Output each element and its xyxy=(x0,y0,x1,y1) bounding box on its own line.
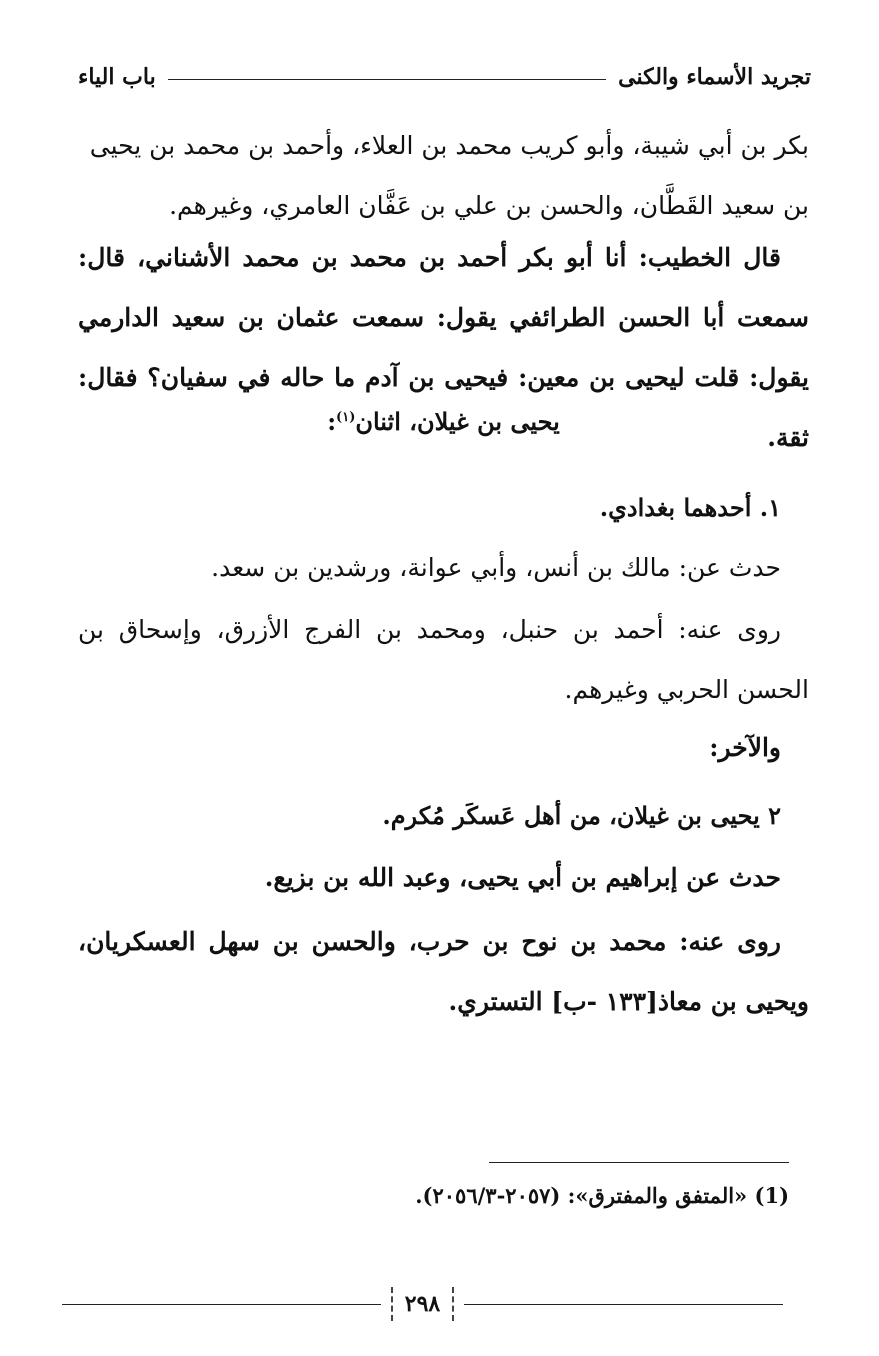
header-rule xyxy=(168,79,606,80)
section-heading-text: يحيى بن غيلان، اثنان xyxy=(355,407,560,436)
paragraph-1 xyxy=(78,116,809,236)
paragraph-1-line-2: بن سعيد القَطَّان، والحسن بن علي بن عَفَّان العامري، وغيرهم. xyxy=(169,191,809,220)
footer-rule-right xyxy=(464,1304,783,1305)
book-title: تجريد الأسماء والكنى xyxy=(618,64,811,90)
footnote: (1) «المتفق والمفترق»: (٢٠٥٧-٢٠٥٦/٣). xyxy=(415,1183,789,1208)
paragraph-khatib: قال الخطيب: أنا أبو بكر أحمد بن محمد بن محمد الأشناني، قال: سمعت أبا الحسن الطرائفي يقول: سمعت عثمان بن سعيد الدارمي يقول: قلت ليحيى بن معين: فيحيى بن آدم ما حاله في سفيان؟ فقال: ثقة. xyxy=(78,243,809,452)
chapter-title: باب الياء xyxy=(78,64,156,90)
footer-rule-left xyxy=(62,1304,381,1305)
item-1-haddath: حدث عن: مالك بن أنس، وأبي عوانة، ورشدين بن سعد. xyxy=(211,553,781,582)
footnote-marker: (١) xyxy=(336,410,356,425)
other-label: والآخر: xyxy=(709,733,781,762)
paragraph-1-line-1: بكر بن أبي شيبة، وأبو كريب محمد بن العلاء، وأحمد بن محمد بن يحيى xyxy=(89,131,809,160)
section-heading: يحيى بن غيلان، اثنان$^{(١)}$: xyxy=(327,407,560,436)
item-2-haddath: حدث عن إبراهيم بن أبي يحيى، وعبد الله بن بزيع. xyxy=(264,863,781,892)
page-number: ٢٩٨ xyxy=(391,1287,454,1321)
footnote-rule xyxy=(489,1162,789,1163)
running-header xyxy=(78,60,811,94)
item-1-rawa: روى عنه: أحمد بن حنبل، ومحمد بن الفرج الأزرق، وإسحاق بن الحسن الحربي وغيرهم. xyxy=(78,615,809,704)
page-footer xyxy=(62,1284,783,1324)
item-2-rawa: روى عنه: محمد بن نوح بن حرب، والحسن بن سهل العسكريان، ويحيى بن معاذ[١٣٣ -ب] التستري. xyxy=(78,927,809,1016)
item-2-heading: ٢ يحيى بن غيلان، من أهل عَسكَر مُكرم. xyxy=(382,801,781,830)
item-1-heading: ١. أحدهما بغدادي. xyxy=(599,493,781,522)
